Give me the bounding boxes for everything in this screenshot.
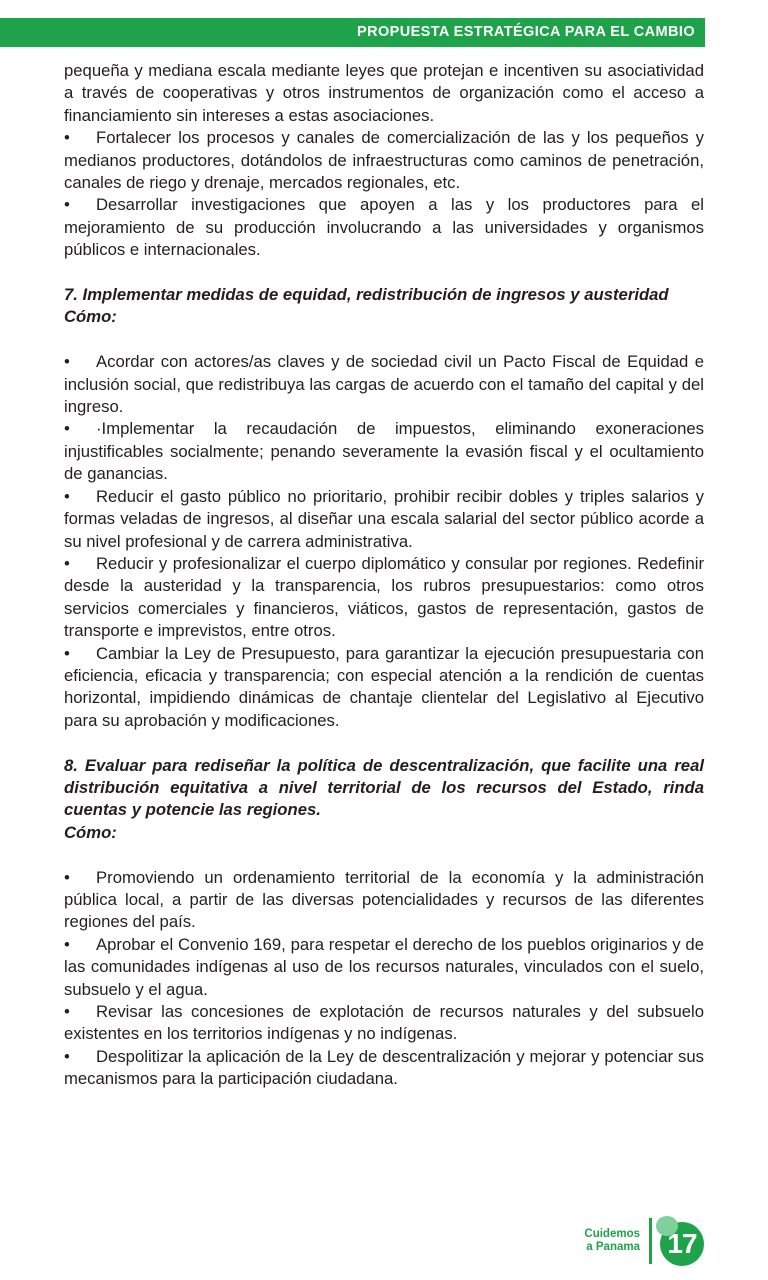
bullet-dot: •: [64, 934, 70, 954]
bullet-item: • Despolitizar la aplicación de la Ley de descentralización y mejorar y potenciar sus mecanismos para la participación ciudadana.: [64, 1046, 704, 1089]
brand-line-1: Cuidemos: [584, 1228, 640, 1240]
section-8-heading: 8. Evaluar para rediseñar la política de descentralización, que facilite una real distribución equitativa a nivel territorial de los recursos del Estado, rinda cuentas y potencie las regiones.: [64, 755, 704, 820]
bullet-item: • Cambiar la Ley de Presupuesto, para garantizar la ejecución presupuestaria con eficiencia, eficacia y transparencia; con especial atención a la rendición de cuentas horizontal, impidiendo dinámicas de chantaje clientelar del Legislativo al Ejecutivo para su aprobación y modificaciones.: [64, 643, 704, 730]
section-7-heading: 7. Implementar medidas de equidad, redistribución de ingresos y austeridad: [64, 285, 669, 305]
page-number: 17: [667, 1228, 697, 1259]
page-footer: [574, 1212, 704, 1268]
paragraph-continuation: pequeña y mediana escala mediante leyes que protejan e incentiven su asociatividad a través de cooperativas y otros instrumentos de organización como el acceso a financiamiento sin intereses a estas asociaciones.: [64, 61, 704, 125]
bullet-item: • Reducir el gasto público no prioritario, prohibir recibir dobles y triples salarios y formas veladas de ingresos, al diseñar una escala salarial del sector público acorde a su nivel profesional y de carrera administrativa.: [64, 486, 704, 551]
section-8-como: Cómo:: [64, 822, 117, 842]
bullet-item: • Fortalecer los procesos y canales de comercialización de las y los pequeños y medianos productores, dotándolos de infraestructuras como caminos de penetración, canales de riego y drenaje, mercados regionales, etc.: [64, 128, 704, 193]
bullet-item: • ·Implementar la recaudación de impuestos, eliminando exoneraciones injustificables socialmente; penando severamente la evasión fiscal y el ocultamiento de ganancias.: [64, 419, 704, 484]
bullet-dot: •: [64, 643, 70, 663]
bullet-item: • Aprobar el Convenio 169, para respetar el derecho de los pueblos originarios y de las comunidades indígenas al uso de los recursos naturales, vinculados con el suelo, subsuelo y el agua.: [64, 934, 704, 999]
bullet-item: • Desarrollar investigaciones que apoyen a las y los productores para el mejoramiento de su producción involucrando a las universidades y organismos públicos e internacionales.: [64, 195, 704, 260]
bullet-dot: •: [64, 352, 70, 372]
document-body: [64, 60, 704, 1091]
bullet-dot: •: [64, 195, 70, 215]
bullet-item: • Reducir y profesionalizar el cuerpo diplomático y consular por regiones. Redefinir desde la austeridad y la transparencia, los rubros presupuestarios: como otros servicios comerciales y financieros, viáticos, gastos de representación, gastos de transporte e imprevistos, entre otros.: [64, 553, 704, 641]
brand-line-2: a Panama: [586, 1241, 640, 1253]
bullet-dot: •: [64, 553, 70, 573]
footer-divider: [649, 1218, 652, 1264]
bullet-item: • Acordar con actores/as claves y de sociedad civil un Pacto Fiscal de Equidad e inclusión social, que redistribuya las cargas de acuerdo con el tamaño del capital y del ingreso.: [64, 352, 704, 417]
section-7-como: Cómo:: [64, 307, 117, 327]
header-title: PROPUESTA ESTRATÉGICA PARA EL CAMBIO: [357, 24, 695, 40]
bullet-dot: •: [64, 486, 70, 506]
bullet-dot: •: [64, 1002, 70, 1021]
header-bar: [0, 18, 705, 47]
bullet-dot: •: [64, 1046, 70, 1066]
bullet-item: • Promoviendo un ordenamiento territorial de la economía y la administración pública local, a partir de las diversas potencialidades y recursos de las diferentes regiones del país.: [64, 867, 704, 932]
bullet-dot: •: [64, 867, 70, 887]
bullet-dot: •: [64, 128, 70, 148]
bullet-item: • Revisar las concesiones de explotación de recursos naturales y del subsuelo existentes en los territorios indígenas y no indígenas.: [64, 1002, 704, 1044]
bullet-dot: •: [64, 419, 70, 439]
brand-logo-text: [584, 1228, 640, 1254]
